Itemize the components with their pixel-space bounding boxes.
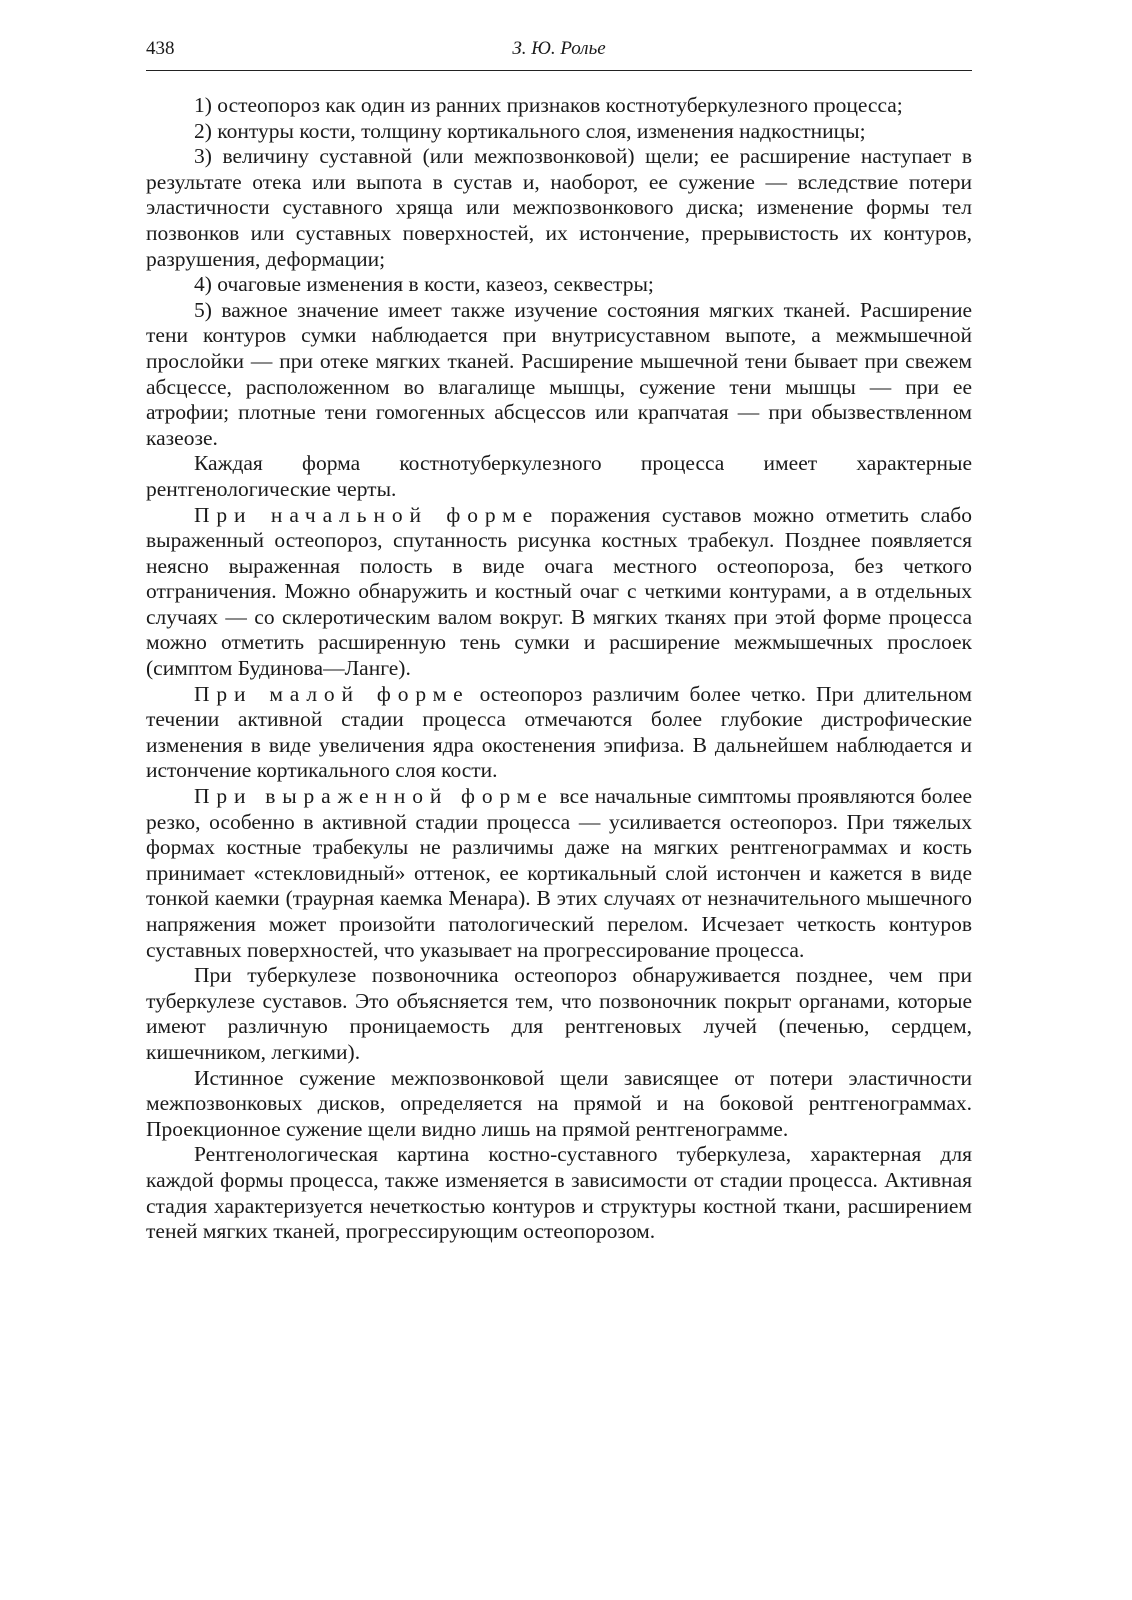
paragraph-spine-tuberculosis: При туберкулезе позвоночника остеопороз обнаруживается позднее, чем при туберкулезе суставов. Это объясняется тем, что позвоночник покрыт органами, которые имеют различную проницаемость для рентгеновых лучей (печенью, сердцем, кишечником, легкими). bbox=[146, 963, 972, 1064]
list-item-bone-contours: 2) контуры кости, толщину кортикального слоя, изменения надкостницы; bbox=[194, 118, 866, 143]
paragraph-initial-form: При начальной форме поражения суставов можно отметить слабо выраженный остеопороз, спутанность рисунка костных трабекул. Позднее появляется неясно выраженная полость в виде очага местного остеопороза, без четкого отграничения. Можно обнаружить и костный очаг с четкими контурами, а в отдельных случаях — со склеротическим валом вокруг. В мягких тканях при этой форме процесса можно отметить расширенную тень сумки и расширение межмышечных прослоек (симптом Будинова—Ланге). bbox=[146, 502, 972, 681]
paragraph-minor-form: При малой форме остеопороз различим более четко. При длительном течении активной стадии процесса отмечаются более глубокие дистрофические изменения в виде увеличения ядра окостенения эпифиза. В дальнейшем наблюдается и истончение кортикального слоя кости. bbox=[146, 681, 972, 783]
paragraph-forms-intro: Каждая форма костнотуберкулезного процесса имеет характерные рентгенологические черты. bbox=[146, 451, 972, 501]
body-text bbox=[146, 93, 972, 1245]
header-rule bbox=[146, 70, 972, 71]
paragraph-pronounced-form: При выраженной форме все начальные симптомы проявляются более резко, особенно в активной стадии процесса — усиливается остеопороз. При тяжелых формах костные трабекулы не различимы даже на мягких рентгенограммах и кость принимает «стекловидный» оттенок, ее кортикальный слой истончен и кажется в виде тонкой каемки (траурная каемка Менара). В этих случаях от незначительного мышечного напряжения может произойти патологический перелом. Исчезает четкость контуров суставных поверхностей, что указывает на прогрессирование процесса. bbox=[146, 784, 972, 962]
paragraph-disc-narrowing: Истинное сужение межпозвонковой щели зависящее от потери эластичности межпозвонковых дисков, определяется на прямой и на боковой рентгенограммах. Проекционное сужение щели видно лишь на прямой рентгенограмме. bbox=[146, 1065, 972, 1141]
list-item-soft-tissues: 5) важное значение имеет также изучение состояния мягких тканей. Расширение тени контуров сумки наблюдается при внутрисуставном выпоте, а межмышечной прослойки — при отеке мягких тканей. Расширение мышечной тени бывает при свежем абсцессе, расположенном во влагалище мышцы, сужение тени мышцы — при ее атрофии; плотные тени гомогенных абсцессов или крапчатая — при обызвествленном казеозе. bbox=[146, 297, 972, 450]
running-title: З. Ю. Ролье bbox=[512, 38, 606, 59]
emphasis-minor-form: При малой форме bbox=[194, 681, 470, 706]
emphasis-pronounced-form: При выраженной форме bbox=[194, 784, 554, 809]
page-number: 438 bbox=[146, 38, 175, 59]
emphasis-initial-form: При начальной форме bbox=[194, 502, 540, 527]
running-head bbox=[146, 34, 972, 64]
list-item-focal-changes: 4) очаговые изменения в кости, казеоз, секвестры; bbox=[194, 272, 654, 297]
book-page bbox=[146, 34, 972, 1245]
list-item-osteoporosis: 1) остеопороз как один из ранних признаков костнотуберкулезного процесса; bbox=[194, 93, 903, 117]
paragraph-radiological-picture: Рентгенологическая картина костно-суставного туберкулеза, характерная для каждой формы процесса, также изменяется в зависимости от стадии процесса. Активная стадия характеризуется нечеткостью контуров и структуры костной ткани, расширением теней мягких тканей, прогрессирующим остеопорозом. bbox=[146, 1142, 972, 1244]
list-item-joint-space: 3) величину суставной (или межпозвонковой) щели; ее расширение наступает в результате отека или выпота в сустав и, наоборот, ее сужение — вследствие потери эластичности суставного хряща или межпозвонкового диска; изменение формы тел позвонков или суставных поверхностей, их истончение, прерывистость их контуров, разрушения, деформации; bbox=[146, 144, 972, 271]
